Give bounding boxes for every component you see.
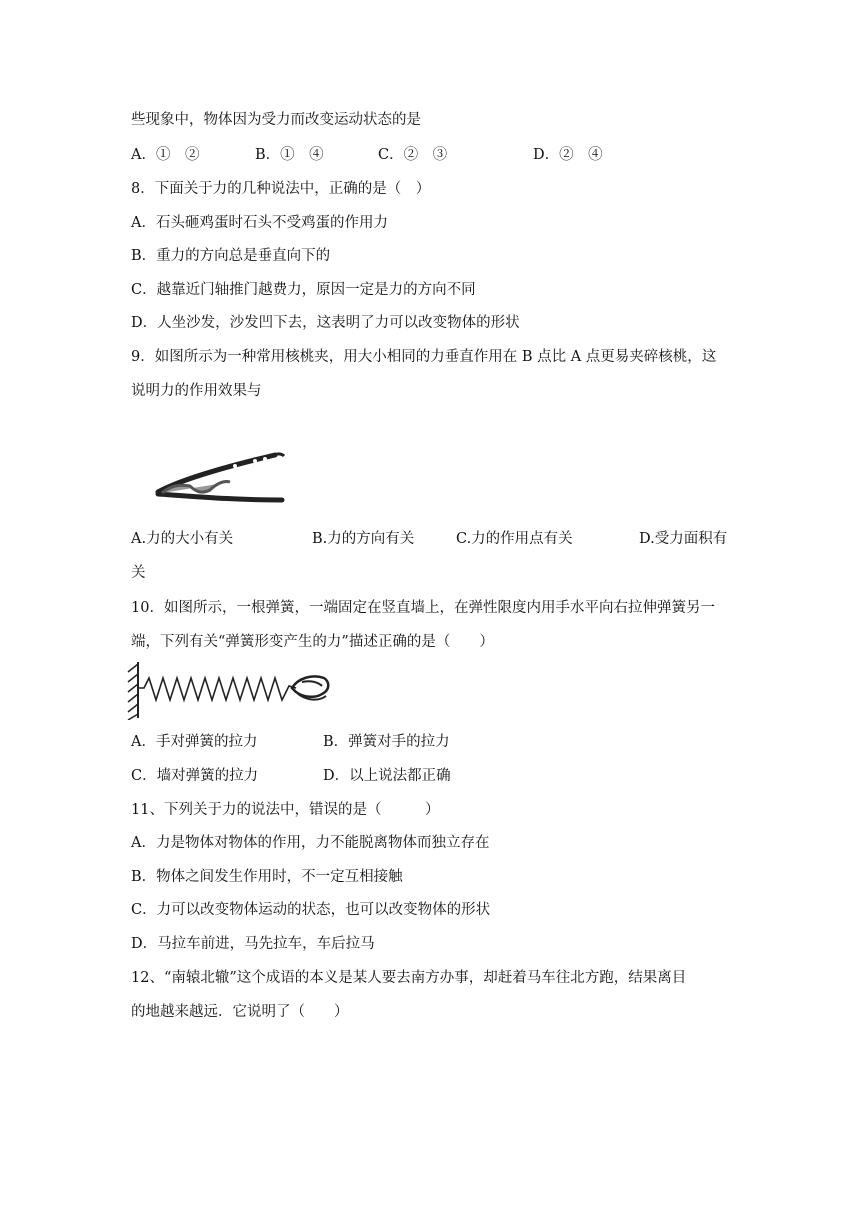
q9-stem-line2: 说明力的作用效果与 [131, 383, 262, 399]
q7-option-b: B．① ④ [255, 147, 324, 163]
q7-option-a: A．① ② [131, 147, 200, 163]
q10-option-d: D．以上说法都正确 [323, 768, 451, 784]
q8-option-b: B．重力的方向总是垂直向下的 [131, 248, 331, 264]
q11-option-d: D．马拉车前进，马先拉车，车后拉马 [131, 936, 375, 952]
q9-stem-line1: 9．如图所示为一种常用核桃夹，用大小相同的力垂直作用在 B 点比 A 点更易夹碎核桃，这 [131, 349, 717, 365]
q7-option-c: C．② ③ [378, 147, 448, 163]
q12-stem-line2: 的地越来越远．它说明了（ ） [131, 1004, 349, 1020]
q10-stem-line1: 10．如图所示，一根弹簧，一端固定在竖直墙上，在弹性限度内用手水平向右拉伸弹簧另一 [131, 600, 715, 616]
q8-stem: 8．下面关于力的几种说法中，正确的是（ ） [131, 181, 431, 197]
q9-option-b: B.力的方向有关 [312, 531, 415, 547]
q8-option-c: C．越靠近门轴推门越费力，原因一定是力的方向不同 [131, 282, 476, 298]
q10-option-a: A．手对弹簧的拉力 [131, 734, 258, 750]
q11-option-a: A．力是物体对物体的作用，力不能脱离物体而独立存在 [131, 835, 490, 851]
q11-option-b: B．物体之间发生作用时，不一定互相接触 [131, 869, 403, 885]
q10-stem-line2: 端，下列有关“弹簧形变产生的力”描述正确的是（ ） [131, 634, 494, 650]
q9-option-d-continued: 关 [131, 565, 146, 581]
q8-option-a: A．石头砸鸡蛋时石头不受鸡蛋的作用力 [131, 215, 388, 231]
q7-option-d: D．② ④ [533, 147, 603, 163]
q9-option-c: C.力的作用点有关 [456, 531, 573, 547]
q9-option-d: D.受力面积有 [639, 531, 728, 547]
q8-option-d: D．人坐沙发，沙发凹下去，这表明了力可以改变物体的形状 [131, 315, 520, 331]
q9-option-a: A.力的大小有关 [131, 531, 234, 547]
q10-option-b: B．弹簧对手的拉力 [323, 734, 450, 750]
q11-stem: 11、下列关于力的说法中，错误的是（ ） [131, 802, 440, 818]
q10-option-c: C．墙对弹簧的拉力 [131, 768, 259, 784]
q11-option-c: C．力可以改变物体运动的状态，也可以改变物体的形状 [131, 902, 491, 918]
spring-hand-illustration [126, 660, 336, 720]
nutcracker-illustration [150, 450, 290, 510]
q7-stem-continued: 些现象中，物体因为受力而改变运动状态的是 [131, 112, 421, 128]
q12-stem-line1: 12、“南辕北辙”这个成语的本义是某人要去南方办事，却赶着马车往北方跑，结果离目 [131, 970, 687, 986]
